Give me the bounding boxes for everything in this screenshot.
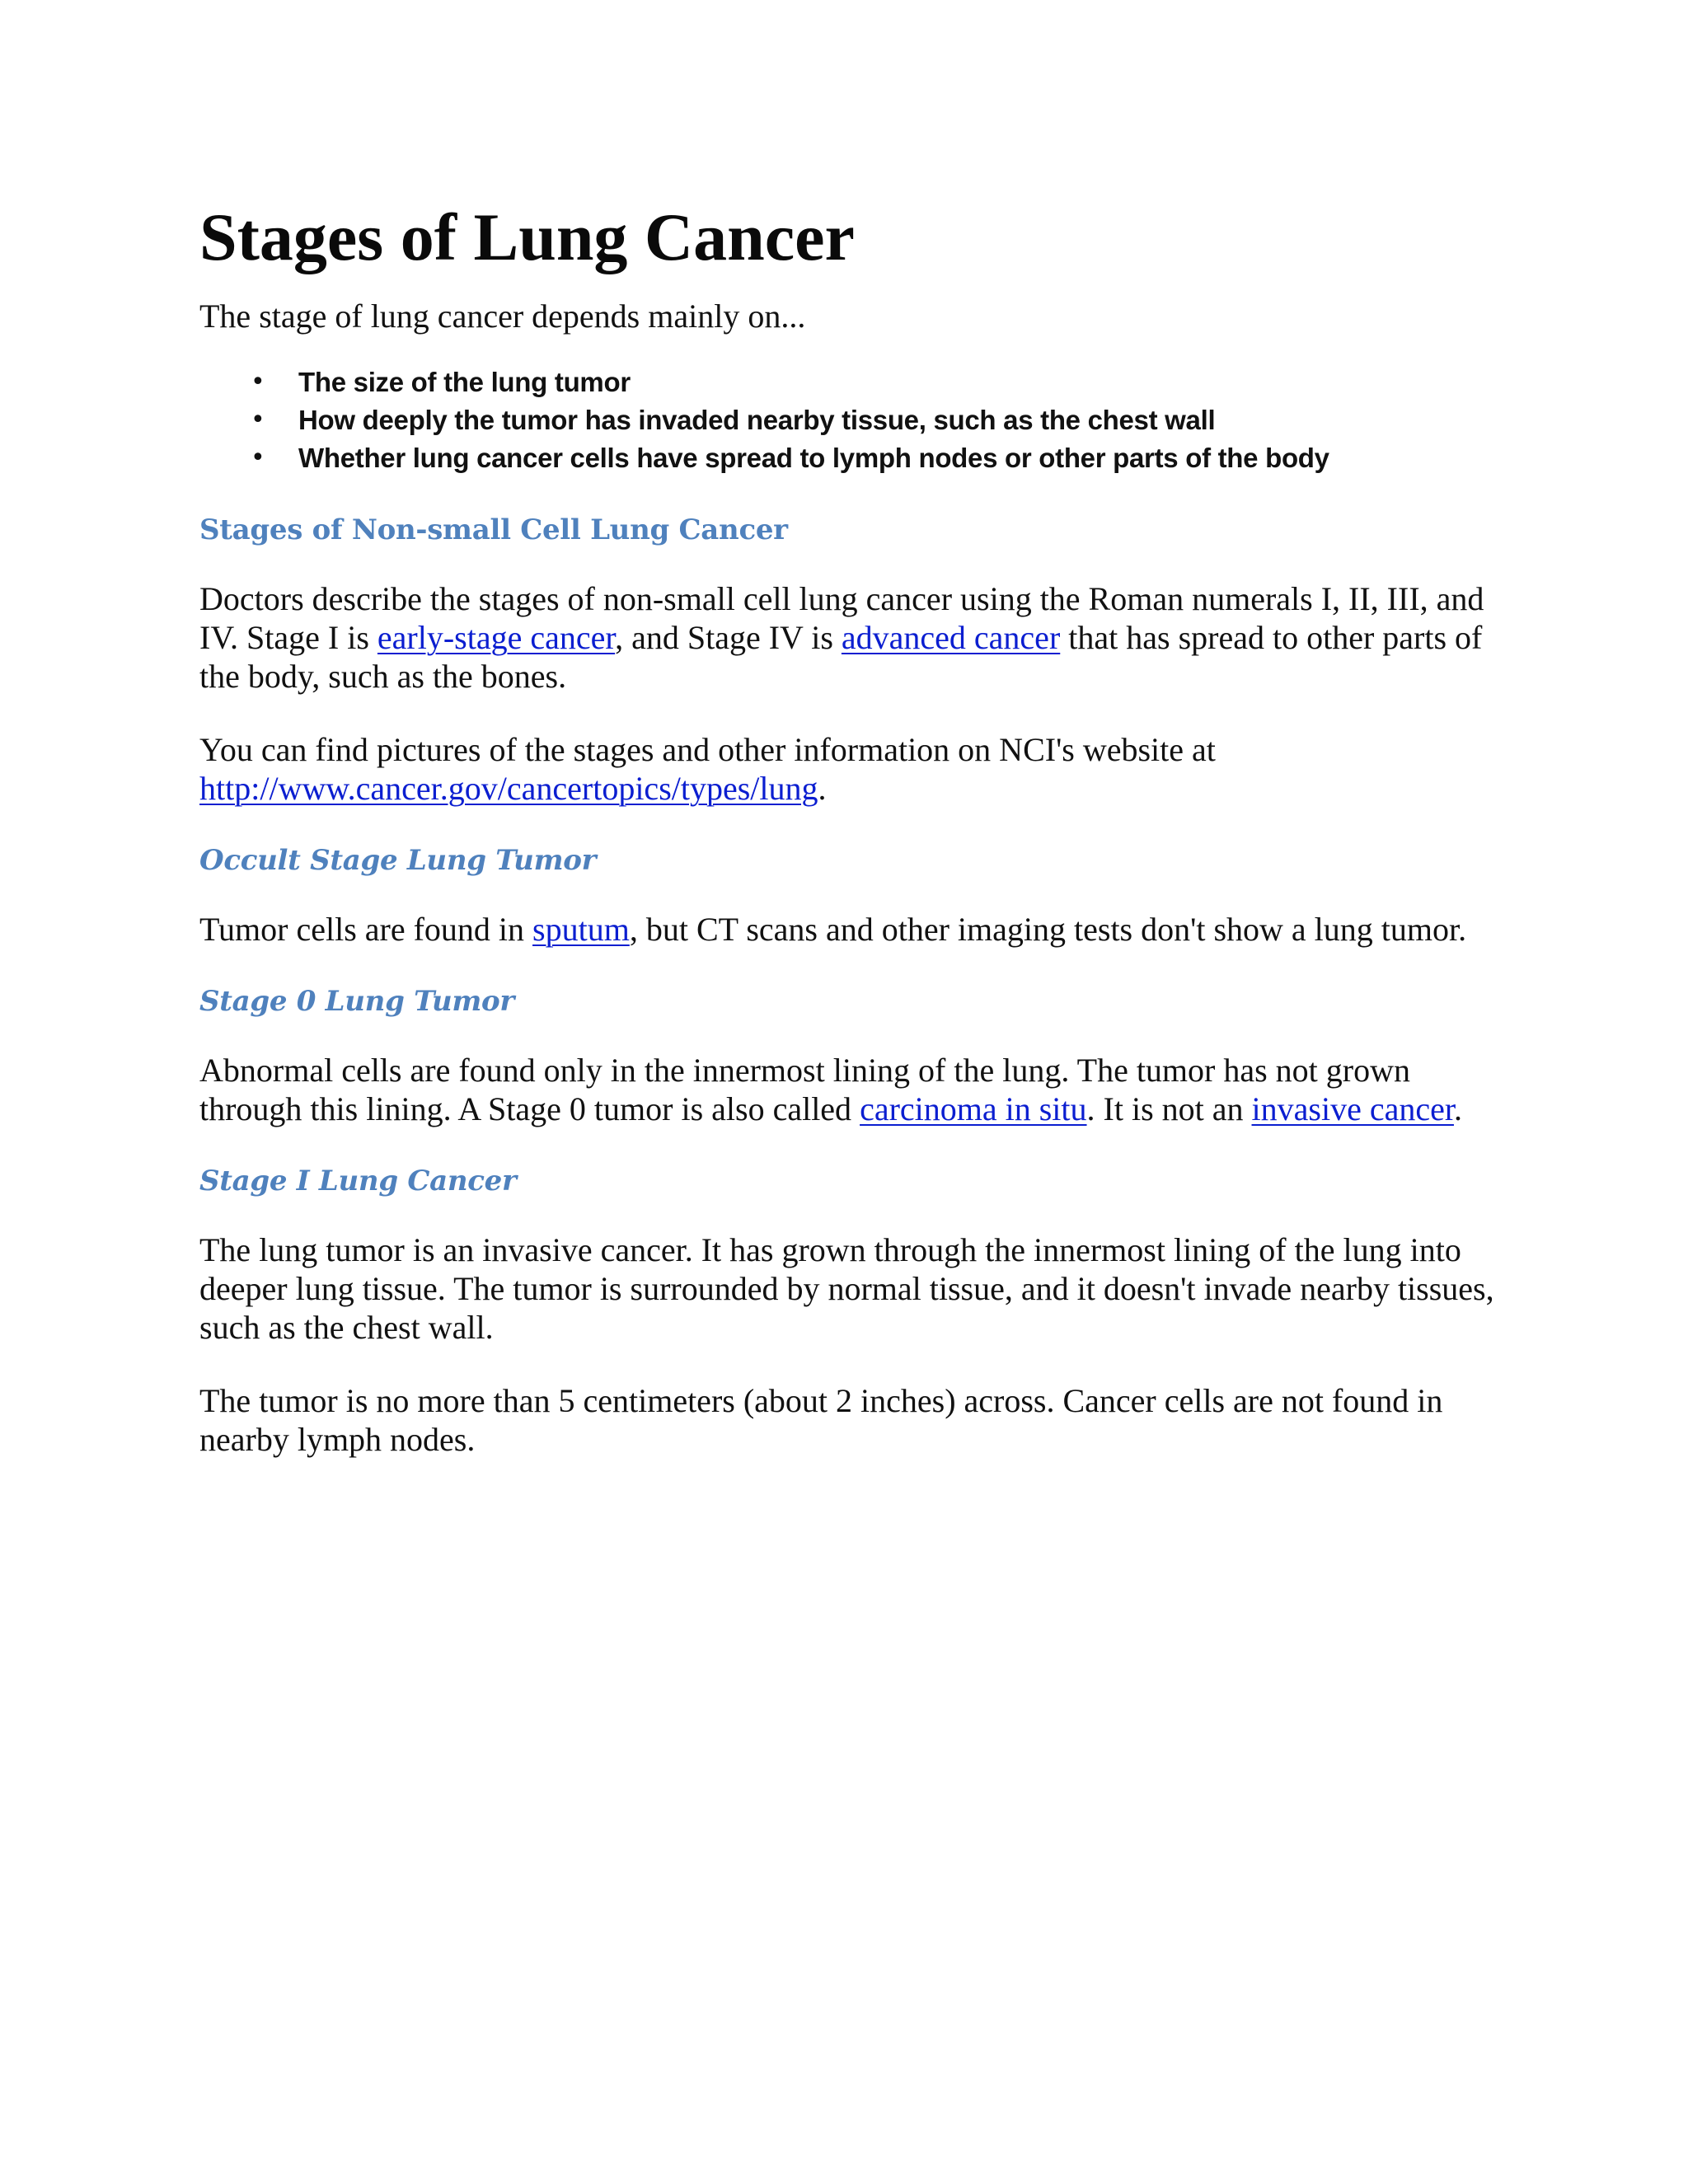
paragraph-text: Abnormal cells are found only in the innermost lining of the lung. The tumor has not grown through this lining. A Stage 0 tumor is also called [199,1052,1411,1127]
paragraph-text: Tumor cells are found in [199,911,533,948]
list-item-text: How deeply the tumor has invaded nearby tissue, such as the chest wall [298,405,1216,435]
sputum-link[interactable]: sputum [532,911,630,948]
paragraph-text: You can find pictures of the stages and other information on NCI's website at [199,731,1216,768]
section-heading-occult: Occult Stage Lung Tumor [199,844,597,877]
intro-paragraph: The stage of lung cancer depends mainly on... [199,298,806,335]
bullet-icon: • [251,443,265,472]
early-stage-cancer-link[interactable]: early-stage cancer [377,619,616,656]
stage-0-paragraph [199,1051,1502,1128]
advanced-cancer-link[interactable]: advanced cancer [841,619,1061,656]
invasive-cancer-link[interactable]: invasive cancer [1251,1090,1454,1127]
nci-website-paragraph [199,730,1502,808]
section-heading-stage-0: Stage 0 Lung Tumor [199,985,515,1018]
criteria-list [199,363,1502,477]
paragraph-text: , and Stage IV is [615,619,842,656]
stage-1-paragraph: The lung tumor is an invasive cancer. It has grown through the innermost lining of the lung into deeper lung tissue. The tumor is surrounded by normal tissue, and it doesn't invade nearby tissues, such as the chest wall. [199,1231,1494,1346]
list-item [199,401,1502,439]
occult-paragraph [199,910,1502,949]
paragraph-text: that has spread to other parts of the body, such as the bones. [199,619,1483,695]
list-item [199,439,1502,477]
list-item-text: Whether lung cancer cells have spread to lymph nodes or other parts of the body [298,443,1329,473]
bullet-icon: • [251,368,265,396]
paragraph-text: . It is not an [1086,1090,1252,1127]
paragraph-text: . [818,770,827,807]
carcinoma-in-situ-link[interactable]: carcinoma in situ [860,1090,1087,1127]
paragraph-text: . [1453,1090,1462,1127]
nsclc-paragraph [199,579,1502,696]
nci-website-link[interactable]: http://www.cancer.gov/cancertopics/types/lung [199,770,818,807]
section-heading-nsclc: Stages of Non-small Cell Lung Cancer [199,513,788,546]
bullet-icon: • [251,405,265,434]
paragraph-text: , but CT scans and other imaging tests don't show a lung tumor. [629,911,1467,948]
list-item-text: The size of the lung tumor [298,367,631,397]
stage-1-size-paragraph: The tumor is no more than 5 centimeters (about 2 inches) across. Cancer cells are not found in nearby lymph nodes. [199,1382,1443,1458]
document-body [199,196,1502,1459]
page-title: Stages of Lung Cancer [199,199,855,274]
list-item [199,363,1502,401]
paragraph-text: Doctors describe the stages of non-small cell lung cancer using the Roman numerals I, II, III, and IV. Stage I is [199,580,1484,656]
section-heading-stage-1: Stage I Lung Cancer [199,1165,517,1197]
